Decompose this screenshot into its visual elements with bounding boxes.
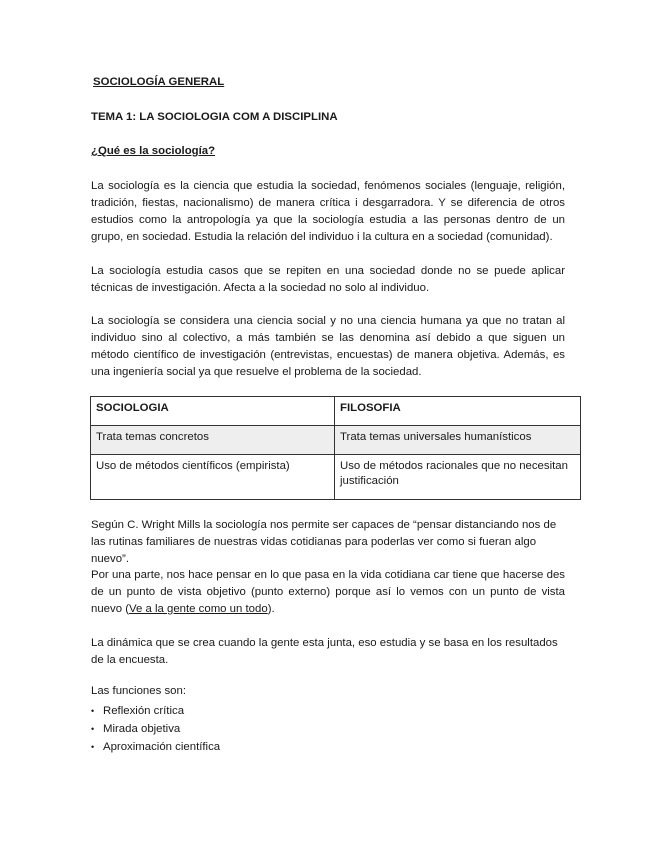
list-item: • Aproximación científica [91,738,220,756]
table-header-row [91,397,581,426]
functions-intro: Las funciones son: [91,685,186,697]
course-title: SOCIOLOGÍA GENERAL [93,76,225,88]
perspective-text: Por una parte, nos hace pensar en lo que pasa en la vida cotidiana car tiene que hacerse des de un punto de vista objetivo (punto externo) porque así lo vemos con un punto de vista nuevo ( [91,569,565,615]
paragraph-perspective [91,567,565,618]
list-item: • Mirada objetiva [91,720,220,738]
table-header-cell: FILOSOFIA [335,397,581,426]
functions-list [91,702,220,756]
topic-title: TEMA 1: LA SOCIOLOGIA COM A DISCIPLINA [91,111,338,123]
table-header-cell: SOCIOLOGIA [91,397,335,426]
paragraph-definition: La sociología es la ciencia que estudia la sociedad, fenómenos sociales (lenguaje, religión, tradición, fiestas, nacionalismo) de manera crítica i desgarradora. Y se diferencia de otros estudios como la antropología ya que la sociología estudia a las personas dentro de un grupo, en sociedad. Estudia la relación del individuo i la cultura en a sociedad (comunidad). [91,180,565,243]
people-as-whole-underlined: Ve a la gente como un todo [129,603,268,615]
paragraph-social-science: La sociología se considera una ciencia social y no una ciencia humana ya que no tratan al individuo sino al colectivo, a más también se las denomina así debido a que siguen un método científico de investigación (entrevistas, encuestas) de manera objetiva. Además, es una ingeniería social ya que resuelve el problema de la sociedad. [91,315,565,378]
table-cell: Trata temas concretos [91,426,335,455]
paragraph-dynamics: La dinámica que se crea cuando la gente esta junta, eso estudia y se basa en los resultados de la encuesta. [91,637,558,666]
table-cell: Uso de métodos racionales que no necesitan justificación [335,455,581,500]
table-cell: Uso de métodos científicos (empirista) [91,455,335,500]
table-cell: Trata temas universales humanísticos [335,426,581,455]
table-row [91,455,581,500]
table-row [91,426,581,455]
perspective-end: ). [267,603,275,615]
paragraph-cases: La sociología estudia casos que se repiten en una sociedad donde no se puede aplicar técnicas de investigación. Afecta a la sociedad no solo al individuo. [91,265,565,294]
list-item: • Reflexión crítica [91,702,220,720]
comparison-table [90,396,581,500]
section-heading: ¿Qué es la sociología? [91,145,216,157]
paragraph-mills-quote: Según C. Wright Mills la sociología nos permite ser capaces de “pensar distanciando nos de las rutinas familiares de nuestras vidas cotidianas para poderlas ver como si fueran algo nuevo”. [91,519,557,565]
